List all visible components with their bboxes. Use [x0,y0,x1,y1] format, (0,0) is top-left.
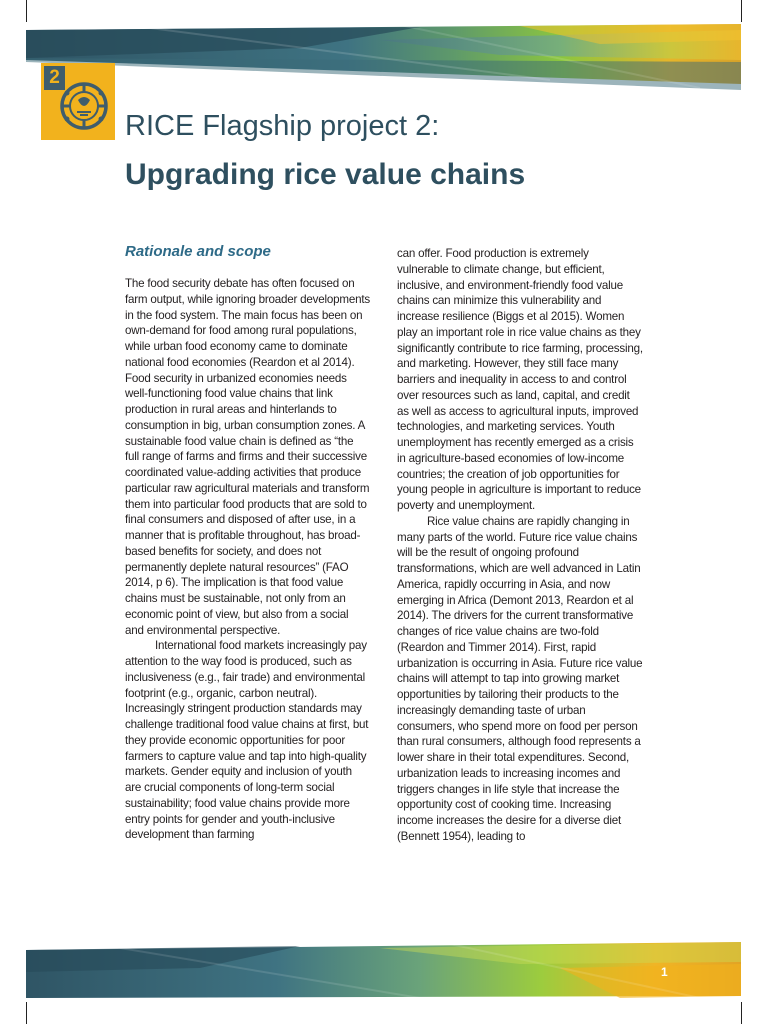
crop-mark [741,1002,742,1024]
section-heading: Rationale and scope [125,243,271,260]
footer-banner [0,928,768,1000]
paragraph: The food security debate has often focused on farm output, while ignoring broader developments in the food system. The main focus has been on own-demand for food among rural populations, while urban food economy came to dominate national food economies (Reardon et al 2014). Food security in urbanized economies needs well-functioning food value chains that link production in rural areas and hinterlands to consumption in big, urban consumption zones. A sustainable food value chain is defined as “the full range of farms and firms and their successive coordinated value-adding activities that produce particular raw agricultural materials and transform them into particular food products that are sold to final consumers and disposed of after use, in a manner that is profitable throughout, has broad-based benefits for society, and does not permanently deplete natural resources” (FAO 2014, p 6). The implication is that food value chains must be sustainable, not only from an economic point of view, but also from a social and environmental perspective. [125,277,370,637]
page-title-line1: RICE Flagship project 2: [125,110,440,142]
paragraph: International food markets increasingly pay attention to the way food is produced, such as inclusiveness (e.g., fair trade) and environmental footprint (e.g., organic, carbon neutral). Increasingly stringent production standards may challenge traditional food value chains at first, but they provide economic opportunities for poor farmers to capture value and tap into high-quality markets. Gender equity and inclusion of youth are crucial components of long-term social sustainability; food value chains provide more entry points for gender and youth-inclusive development than farming [125,639,369,842]
paragraph: Rice value chains are rapidly changing in many parts of the world. Future rice value chains will be the result of ongoing profound transformations, which are well advanced in Latin America, rapidly occurring in Asia, and now emerging in Africa (Demont 2013, Reardon et al 2014). The drivers for the current transformative changes of rice value chains are two-fold (Reardon and Timmer 2014). First, rapid urbanization is occurring in Asia. Future rice value chains will attempt to tap into growing market opportunities by tailoring their products to the increasingly demanding taste of urban consumers, who spend more on food per person than rural consumers, although food represents a lower share in their total expenditures. Second, urbanization leads to increasing incomes and triggers changes in life style that increase the opportunity cost of cooking time. Increasing income increases the desire for a diverse diet (Bennett 1954), leading to [397,514,643,843]
text-column-left [125,276,370,843]
text-column-right [397,246,643,845]
flagship-badge [41,63,115,140]
paragraph: can offer. Food production is extremely vulnerable to climate change, but efficient, inclusive, and environment-friendly food value chains can minimize this vulnerability and increase resilience (Biggs et al 2015). Women play an important role in rice value chains as they significantly contribute to rice farming, processing, and marketing. However, they still face many barriers and inequality in access to and control over resources such as land, capital, and credit as well as access to agricultural inputs, improved technologies, and marketing services. Youth unemployment has recently emerged as a crisis in agriculture-based economies of low-income countries; the creation of job opportunities for young people in agriculture is important to reduce poverty and unemployment. [397,247,643,512]
header-banner [0,0,768,95]
rice-emblem-icon [57,79,111,133]
page-number: 1 [661,965,668,979]
badge-number: 2 [44,66,65,90]
page-title-line2: Upgrading rice value chains [125,158,526,191]
crop-mark [26,1002,27,1024]
